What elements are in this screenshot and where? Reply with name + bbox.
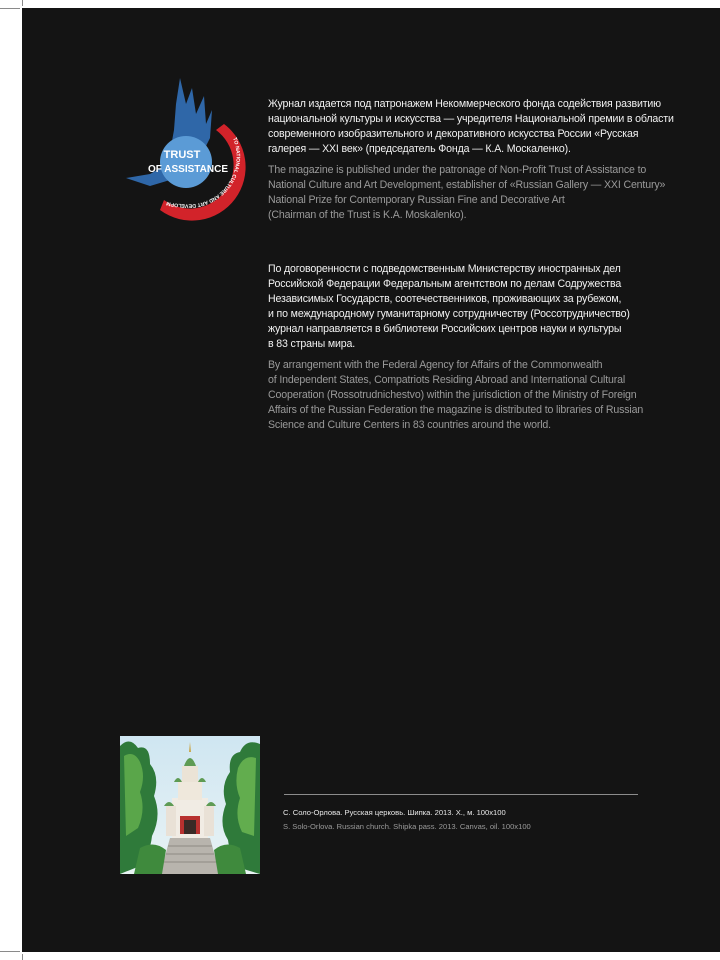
patronage-ru-line: Журнал издается под патронажем Некоммерческого фонда содействия развитию (268, 98, 661, 110)
distribution-en-line: Affairs of the Russian Federation the magazine is distributed to libraries of Russian (268, 404, 644, 416)
painting-church-wing-left (166, 806, 176, 836)
crop-mark-top-left-horizontal (0, 8, 20, 9)
distribution-ru-line: Независимых Государств, соотечественников, проживающих за рубежом, (268, 293, 622, 305)
painting-church-upper-tier (182, 766, 198, 782)
distribution-en-line: Science and Culture Centers in 83 countries around the world. (268, 419, 551, 431)
caption-en: S. Solo-Orlova. Russian church. Shipka pass. 2013. Canvas, oil. 100x100 (283, 822, 531, 831)
painting-stairs (160, 838, 220, 874)
painting-church-wing-right (204, 806, 214, 836)
distribution-ru-line: Российской Федерации Федеральным агентством по делам Содружества (268, 278, 622, 290)
patronage-en-line: National Prize for Contemporary Russian Fine and Decorative Art (268, 194, 565, 206)
patronage-en-line: National Culture and Art Development, establisher of «Russian Gallery — XXI Century» (268, 179, 666, 191)
distribution-ru-line: По договоренности с подведомственным Министерству иностранных дел (268, 263, 621, 275)
patronage-ru-line: национальной культуры и искусства — учредителя Национальной премии в области (268, 113, 674, 125)
patronage-ru-line: галерея — XXI век» (председатель Фонда — К.А. Москаленко). (268, 143, 571, 155)
logo-ring-textpath: TO NATIONAL CULTURE AND ART DEVELOPM (165, 136, 241, 209)
distribution-en-line: of Independent States, Compatriots Residing Abroad and International Cultural (268, 374, 626, 386)
crop-mark-bottom-left-vertical (22, 954, 23, 960)
distribution-en-line: By arrangement with the Federal Agency for Affairs of the Commonwealth (268, 359, 603, 371)
patronage-en-line: (Chairman of the Trust is K.A. Moskalenko). (268, 209, 467, 221)
crop-mark-bottom-left-horizontal (0, 951, 20, 952)
distribution-ru-line: и по международному гуманитарному сотрудничеству (Россотрудничество) (268, 308, 630, 320)
caption-rule (284, 794, 638, 795)
painting-church-door (184, 820, 196, 834)
distribution-en-line: Cooperation (Rossotrudnichestvo) within the jurisdiction of the Ministry of Foreign (268, 389, 637, 401)
distribution-ru-line: в 83 страны мира. (268, 338, 356, 350)
distribution-text-block (268, 262, 668, 433)
crop-mark-top-left-vertical (22, 0, 23, 6)
trust-of-assistance-logo (120, 74, 250, 222)
patronage-text-block (268, 97, 674, 223)
painting-church-tier (178, 780, 202, 800)
patronage-ru-line: современного изобразительного и декоративного искусства России «Русская (268, 128, 639, 140)
painting-russian-church (120, 736, 260, 874)
patronage-en-line: The magazine is published under the patronage of Non-Profit Trust of Assistance to (268, 164, 647, 176)
logo-line2: OF ASSISTANCE (147, 164, 229, 175)
logo-circle (160, 136, 212, 188)
caption-ru: С. Соло-Орлова. Русская церковь. Шипка. 2013. Х., м. 100х100 (283, 808, 506, 817)
distribution-ru-line: журнал направляется в библиотеки Российских центров науки и культуры (268, 323, 622, 335)
logo-line1: TRUST (163, 149, 201, 161)
